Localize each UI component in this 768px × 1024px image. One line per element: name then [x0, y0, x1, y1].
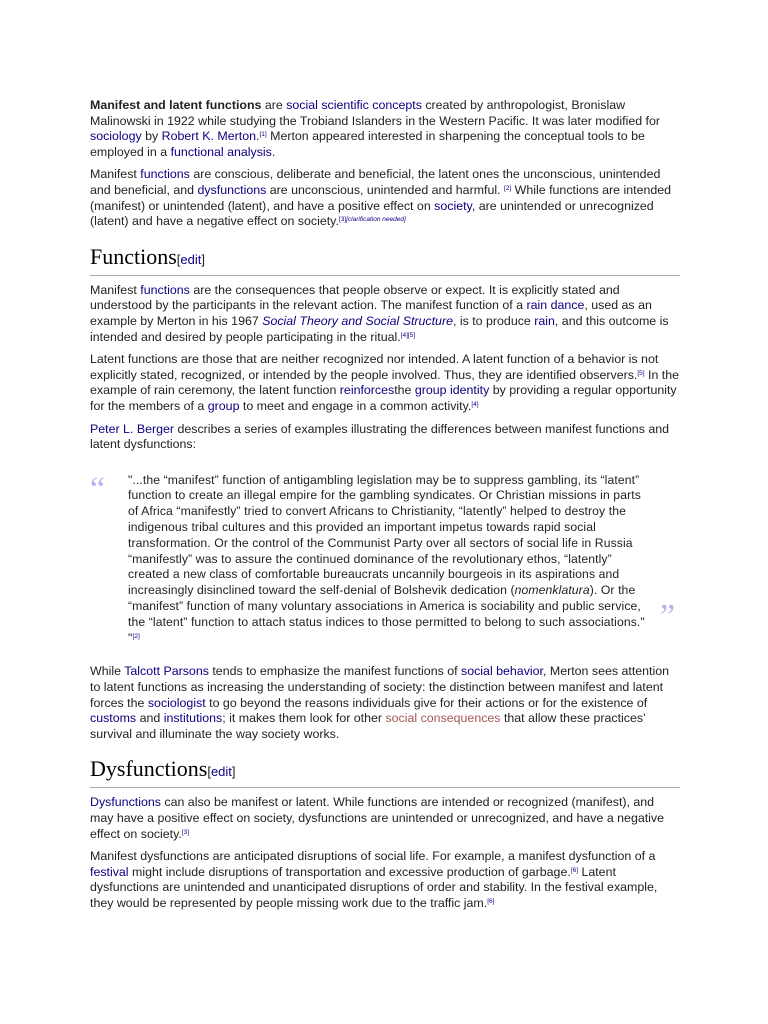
intro-paragraph-1 [90, 98, 680, 160]
text: While [90, 664, 125, 679]
ref-3[interactable]: [3] [181, 828, 190, 836]
text: created by anthropologist, Bronislaw Malinowski in 1922 while studying the Trobiand Islanders in the Western Pacific. It was later modified for [90, 98, 661, 128]
link-institutions[interactable]: institutions [163, 711, 223, 726]
functions-paragraph-2 [90, 352, 680, 414]
text: In the example of rain ceremony, the latent function [90, 367, 680, 398]
bold-term: Manifest and latent functions [90, 98, 262, 112]
text: by providing a regular opportunity for the members of a [90, 383, 677, 413]
bracket: ] [231, 764, 236, 780]
functions-paragraph-4 [90, 664, 680, 742]
text: Manifest dysfunctions are anticipated disruptions of social life. For example, a manifest dysfunction of a [90, 849, 656, 864]
ref-5[interactable]: [5] [637, 369, 645, 377]
link-reinforces[interactable]: reinforces [339, 383, 395, 398]
link-festival[interactable]: festival [90, 864, 129, 879]
text: can also be manifest or latent. While functions are intended or recognized (manifest), and may have a positive effect on society, dysfunctions are unintended or unrecognized, and have a negative effect on society. [90, 795, 665, 841]
ref-6[interactable]: [6] [570, 866, 579, 874]
text: might include disruptions of transportation and excessive production of garbage. [128, 864, 571, 879]
ref-2[interactable]: [2] [132, 632, 140, 640]
text: by [141, 129, 162, 144]
text: "...the “manifest” function of antigambling legislation may be to suppress gambling, its “latent” function to create an illegal empire for the gambling syndicates. Or Christian missions in parts of Africa “manifestly” tried to convert Africans to Christianity, “latently” helped to destroy the indigenous tribal cultures and this provided an important impetus towards rapid social transformation. Or the control of the Communist Party over all sectors of social life in Russia “manifestly” was to assure the continued dominance of the revolutionary ethos, “latently” created a new class of comfortable bureaucrats uncannily bourgeois in its aspirations and increasingly disinclined toward the self-denial of Bolshevik dedication ( [128, 472, 641, 598]
link-talcott-parsons[interactable]: Talcott Parsons [124, 664, 209, 679]
edit-section-dysfunctions [207, 764, 235, 779]
quote-text [128, 473, 648, 647]
section-heading-dysfunctions [90, 756, 680, 788]
link-functional-analysis[interactable]: functional analysis [170, 144, 272, 159]
text: ). Or the “manifest” function of many voluntary associations in America is sociability and public service, the “latent” function to attach status indices to those permitted to belong to such associations." " [128, 583, 645, 645]
section-heading-functions [90, 244, 680, 276]
text: While functions are intended (manifest) or unintended (latent), and have a positive effect on [90, 182, 672, 213]
text: are the consequences that people observe or expect. It is explicitly stated and understood by the participants in the relevant action. The manifest function of a [90, 282, 620, 313]
italic-term: nomenklatura [514, 583, 590, 598]
text: are conscious, deliberate and beneficial, the latent ones the unconscious, unintended and beneficial, and [90, 167, 661, 197]
bracket: [ [207, 764, 211, 780]
text: . [256, 129, 260, 144]
link-social-consequences[interactable]: social consequences [385, 711, 501, 726]
edit-link[interactable]: edit [180, 251, 202, 267]
ref-4[interactable]: [4] [471, 400, 479, 408]
text: ; it makes them look for other [222, 711, 386, 726]
text: , are unintended or unrecognized (latent) and have a negative effect on society. [90, 198, 654, 229]
clarification-needed[interactable]: [clarification needed] [346, 216, 406, 224]
bracket: ] [201, 251, 206, 267]
text: , Merton sees attention to latent functions as increasing the understanding of society: the distinction between manifest and latent forces the [90, 664, 670, 710]
link-society[interactable]: society [434, 198, 472, 213]
blockquote [90, 470, 680, 647]
bracket: [ [176, 251, 181, 267]
dysfunctions-paragraph-2 [90, 849, 680, 911]
text: . [271, 144, 276, 159]
text: Latent functions are those that are neither recognized nor intended. A latent function of a behavior is not explicitly stated, recognized, or intended by the people involved. Thus, they are identified observers. [90, 352, 659, 382]
edit-section-functions [177, 252, 205, 267]
text: Latent dysfunctions are unintended and unanticipated disruptions of order and stability. In the festival example, they would be represented by people missing work due to the traffic jam. [90, 864, 658, 910]
link-functions[interactable]: functions [140, 167, 190, 182]
text: to meet and engage in a common activity. [239, 398, 472, 413]
text: and [136, 711, 164, 726]
article-content [90, 98, 680, 919]
heading-text: Functions [90, 243, 177, 269]
link-peter-berger[interactable]: Peter L. Berger [90, 421, 175, 436]
link-dysfunctions[interactable]: dysfunctions [197, 182, 267, 197]
ref-4-5[interactable]: [4][5] [400, 331, 416, 339]
link-customs[interactable]: customs [90, 711, 137, 726]
text: , and this outcome is intended and desired by people participating in the ritual. [90, 313, 669, 344]
ref-1[interactable]: [1] [259, 131, 267, 139]
text: to go beyond the reasons individuals give for their actions or for the existence of [205, 695, 648, 710]
text: describes a series of examples illustrating the differences between manifest functions and latent dysfunctions: [90, 421, 670, 452]
close-quote-icon: ” [660, 597, 676, 635]
functions-paragraph-3 [90, 422, 680, 453]
text: that allow these practices' survival and illuminate the way society works. [90, 711, 646, 741]
text: Manifest [90, 167, 141, 182]
open-quote-icon: “ [90, 470, 106, 508]
ref-3[interactable]: [3] [338, 216, 347, 224]
link-dysfunctions[interactable]: Dysfunctions [90, 795, 161, 810]
text: , is to produce [452, 313, 535, 328]
link-sociology[interactable]: sociology [90, 129, 142, 144]
dysfunctions-paragraph-1 [90, 795, 680, 842]
edit-link[interactable]: edit [210, 764, 232, 780]
link-social-behavior[interactable]: social behavior [461, 664, 543, 679]
link-group-identity[interactable]: group identity [414, 383, 490, 398]
functions-paragraph-1 [90, 283, 680, 345]
link-book-title[interactable]: Social Theory and Social Structure [262, 313, 453, 328]
intro-paragraph-2 [90, 167, 680, 229]
link-sociologist[interactable]: sociologist [147, 695, 206, 710]
link-rain[interactable]: rain [534, 313, 555, 328]
link-functions[interactable]: functions [140, 282, 190, 297]
ref-2[interactable]: [2] [504, 184, 512, 192]
ref-6[interactable]: [6] [487, 897, 495, 905]
text: Manifest [90, 282, 141, 297]
text: are unconscious, unintended and harmful. [266, 182, 504, 197]
text: the [394, 383, 415, 398]
link-rain-dance[interactable]: rain dance [526, 298, 585, 313]
link-group[interactable]: group [207, 398, 240, 413]
text: tends to emphasize the manifest functions of [208, 664, 462, 679]
text: , used as an example by Merton in his 1967 [90, 298, 652, 328]
text: are [261, 98, 287, 112]
link-robert-merton[interactable]: Robert K. Merton [161, 129, 256, 144]
heading-text: Dysfunctions [90, 756, 208, 782]
link-social-scientific-concepts[interactable]: social scientific concepts [286, 98, 422, 112]
text: Merton appeared interested in sharpening the conceptual tools to be employed in a [90, 129, 645, 159]
